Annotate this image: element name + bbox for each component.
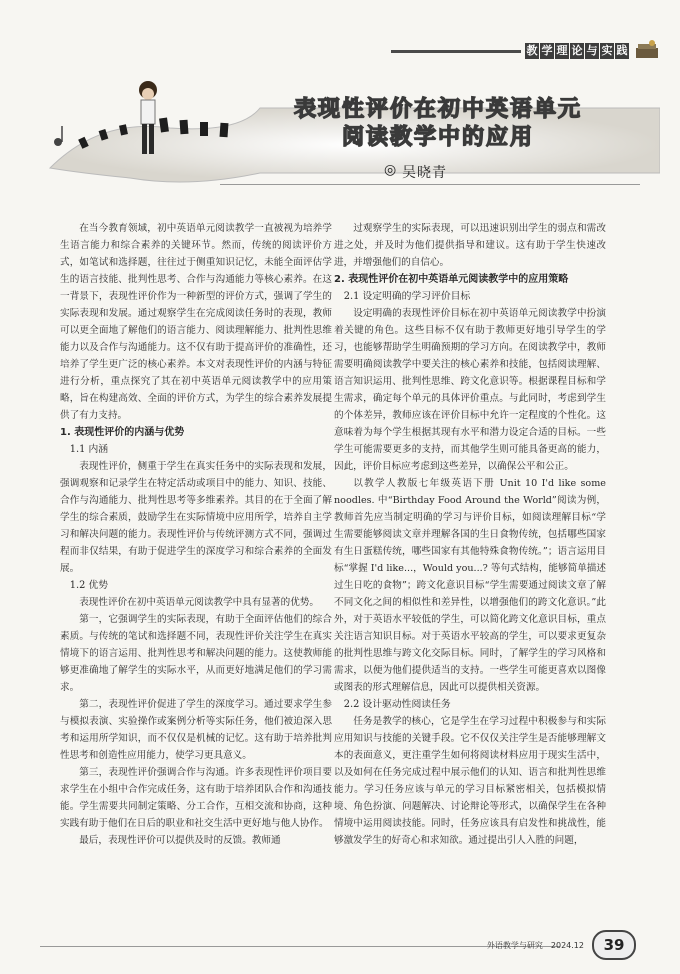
- paragraph: 过观察学生的实际表现，可以迅速识别出学生的弱点和需改进之处，并及时为他们提供指导和建议。这有助于学生快速改进，并增强他们的自信心。: [334, 223, 606, 268]
- paragraph: 最后，表现性评价可以提供及时的反馈。教师通: [79, 835, 281, 846]
- section-tag-label: [525, 43, 630, 59]
- section-tag-char: 践: [616, 44, 628, 57]
- section-tag: [391, 38, 660, 64]
- section-tag-rule: [391, 50, 521, 53]
- title-divider: [220, 184, 640, 185]
- section-tag-char: 学: [541, 44, 553, 57]
- paragraph: 在当今教育领域，初中英语单元阅读教学一直被视为培养学生语言能力和综合素养的关键环节。然而，传统的阅读评价方式，如笔试和选择题，往往过于侧重知识记忆，未能全面评估学生的语言技能、批判性思考、合作与沟通能力等核心素养。在这一背景下，表现性评价作为一种新型的评价方式，强调了学生的实际表现和发展。通过观察学生在完成阅读任务时的表现，教师可以更全面地了解他们的语言能力、阅读理解能力、批判性思维能力以及合作与沟通能力。这不仅有助于提高评价的准确性，还培养了学生更广泛的核心素养。本文对表现性评价的内涵与特征进行分析，重点探究了其在初中英语单元阅读教学中的应用策略，旨在构建高效、全面的评价方式，为学生的综合素养发展提供了有力支持。: [60, 223, 332, 421]
- paragraph: 表现性评价，侧重于学生在真实任务中的实际表现和发展，强调观察和记录学生在特定活动或项目中的能力、知识、技能、合作与沟通能力、批判性思考等多维素养。其目的在于全面了解学生的综合素质，鼓励学生在实际情境中应用所学，培养自主学习和解决问题的能力。表现性评价与传统评测方式不同，强调过程而非仅结果，有助于促进学生的深度学习和综合素养的全面发展。: [60, 461, 332, 574]
- author-mark: ◎: [384, 162, 397, 178]
- right-column: [334, 220, 606, 849]
- journal-name: 外语教学与研究: [486, 940, 543, 950]
- paragraph: 第二，表现性评价促进了学生的深度学习。通过要求学生参与模拟表演、实验操作或案例分析等实际任务，他们被迫深入思考和运用所学知识，而不仅仅是机械的记忆。这有助于培养批判性思考和创造性应用能力，使学习更具意义。: [60, 699, 332, 761]
- subsection-heading: 2.1 设定明确的学习评价目标: [343, 291, 471, 302]
- page-number: 39: [592, 930, 636, 960]
- section-tag-char: 论: [571, 44, 583, 57]
- section-tag-char: 与: [586, 44, 598, 57]
- section-heading: 2. 表现性评价在初中英语单元阅读教学中的应用策略: [334, 274, 569, 285]
- paragraph: 表现性评价在初中英语单元阅读教学中具有显著的优势。: [79, 597, 320, 608]
- section-tag-char: 教: [526, 44, 538, 57]
- issue-number: 2024.12: [550, 940, 584, 950]
- subsection-heading: 1.1 内涵: [69, 444, 109, 455]
- subsection-heading: 1.2 优势: [69, 580, 109, 591]
- paragraph: 设定明确的表现性评价目标在初中英语单元阅读教学中扮演着关键的角色。这些目标不仅有助于教师更好地引导学生的学习，也能够帮助学生明确预期的学习方向。在阅读教学中，教师需要明确阅读教学中要关注的核心素养和技能，包括阅读理解、语言知识运用、批判性思维、跨文化意识等。根据课程目标和学生需求，确定每个单元的具体评价重点。与此同时，考虑到学生的个体差异，教师应该在评价目标中允许一定程度的个性化。这意味着为每个学生根据其现有水平和潜力设定合适的目标。一些学生可能需要更多的支持，而其他学生则可能具备更高的能力，因此，评价目标应考虑到这些差异，以确保公平和公正。: [334, 308, 606, 472]
- paragraph: 第一，它强调学生的实际表现，有助于全面评估他们的综合素质。与传统的笔试和选择题不同，表现性评价关注学生在真实情境下的语言运用、批判性思考和解决问题的能力。这使教师能够更准确地了解学生的实际水平，从而更好地满足他们的学习需求。: [60, 614, 332, 693]
- page-footer: [487, 930, 636, 960]
- footer-rule: [40, 946, 560, 947]
- section-heading: 1. 表现性评价的内涵与优势: [60, 427, 185, 438]
- book-decoration-icon: [634, 38, 660, 64]
- section-tag-char: 理: [556, 44, 568, 57]
- author-name: 吴晓青: [402, 165, 447, 181]
- paragraph: 第三，表现性评价强调合作与沟通。许多表现性评价项目要求学生在小组中合作完成任务，这有助于培养团队合作和沟通技能。学生需要共同制定策略、分工合作，互相交流和协商，这种实践有助于他们在日后的职业和社交生活中更好地与他人协作。: [60, 767, 332, 829]
- left-column: [60, 220, 332, 849]
- section-tag-char: 实: [601, 44, 613, 57]
- paragraph: 以教学人教版七年级英语下册 Unit 10 I'd like some noodles. 中“Birthday Food Around the World”阅读为例，教师首先应当制定明确的学习与评价目标，如阅读理解目标“学生需要能够阅读文章并理解各国的生日食物传统，包括哪些国家有生日蛋糕传统，哪些国家有其他特殊食物传统。”；语言运用目标“掌握 I'd like...，Would you...? 等句式结构，能够简单描述过生日吃的食物”；跨文化意识目标“学生需要通过阅读文章了解不同文化之间的相似性和差异性，以增强他们的跨文化意识。”此外，对于英语水平较低的学生，可以简化跨文化意识目标，重点关注语言知识目标。对于英语水平较高的学生，可以要求更复杂的批判性思维与跨文化交际目标。同时，了解学生的学习风格和需求，以便为他们提供适当的支持。一些学生可能更喜欢以图像或图表的形式理解信息，因此可以提供相关资源。: [334, 478, 606, 693]
- paragraph: 任务是教学的核心，它是学生在学习过程中积极参与和实际应用知识与技能的关键手段。它不仅仅关注学生是否能够理解文本的表面意义，更注重学生如何将阅读材料应用于现实生活中，以及如何在任务完成过程中展示他们的认知、语言和批判性思维能力。学习任务应该与单元的学习目标紧密相关，包括模拟情境、角色扮演、问题解决、讨论辩论等形式，以确保学生在各种情境中运用阅读技能。同时，任务应该具有启发性和挑战性，能够激发学生的好奇心和求知欲。通过提出引人入胜的问题，: [334, 716, 606, 846]
- article-title-line-1: 表现性评价在初中英语单元: [293, 97, 582, 122]
- article-title-line-2: 阅读教学中的应用: [341, 125, 534, 150]
- subsection-heading: 2.2 设计驱动性阅读任务: [343, 699, 451, 710]
